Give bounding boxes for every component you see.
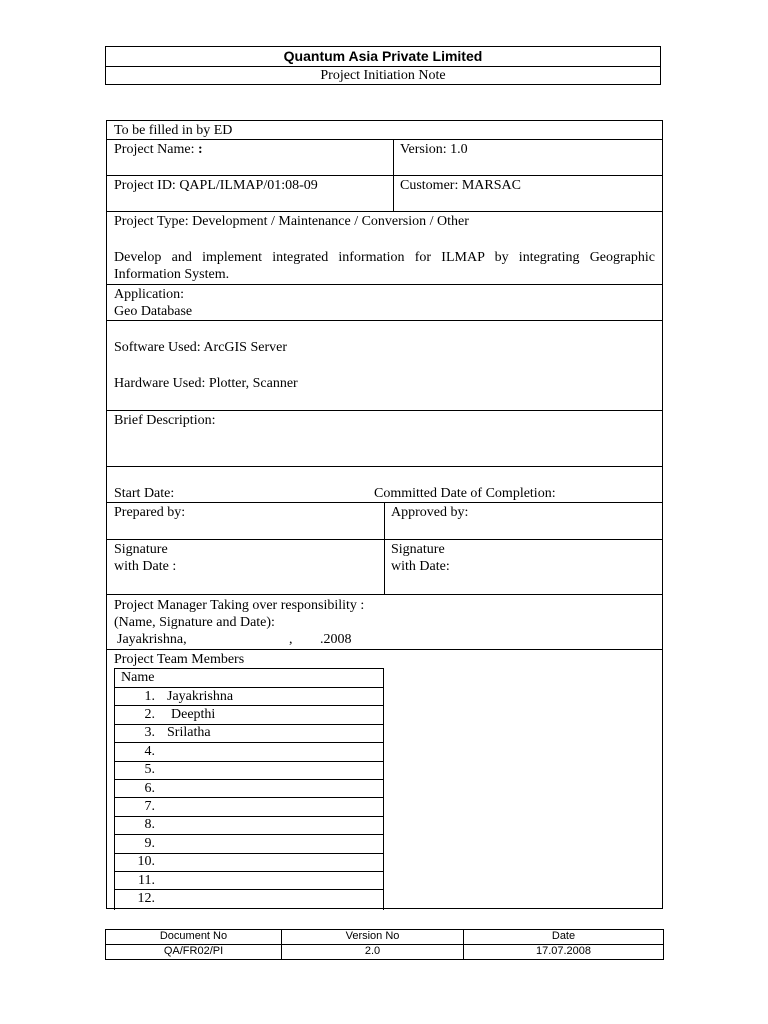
project-form bbox=[106, 120, 663, 909]
footer-header-version-no: Version No bbox=[345, 930, 400, 942]
team-member-number: 7. bbox=[144, 798, 155, 814]
application-value: Geo Database bbox=[114, 304, 193, 319]
team-member-number: 3. bbox=[144, 725, 155, 741]
team-member-row bbox=[115, 688, 383, 706]
pm-line1: Project Manager Taking over responsibility : bbox=[114, 598, 365, 613]
team-member-number: 5. bbox=[144, 762, 155, 778]
signature-left-line1: Signature bbox=[114, 542, 168, 557]
document-header bbox=[105, 46, 661, 85]
team-member-number: 8. bbox=[144, 817, 155, 833]
signature-right-line2: with Date: bbox=[391, 559, 450, 574]
project-type-field: Project Type: Development / Maintenance / Conversion / Other bbox=[114, 214, 469, 229]
pm-name: Jayakrishna, bbox=[117, 632, 187, 647]
team-table bbox=[114, 668, 384, 910]
footer-value-document-no: QA/FR02/PI bbox=[163, 945, 224, 957]
team-member-number: 12. bbox=[137, 890, 155, 906]
team-member-row bbox=[115, 872, 383, 890]
filled-by-label: To be filled in by ED bbox=[114, 123, 233, 138]
software-used: Software Used: ArcGIS Server bbox=[114, 340, 288, 355]
team-member-number: 6. bbox=[144, 780, 155, 796]
footer-header-document-no: Document No bbox=[159, 930, 228, 942]
document-footer bbox=[105, 929, 664, 960]
team-member-number: 2. bbox=[144, 706, 155, 722]
team-member-number: 1. bbox=[144, 688, 155, 704]
footer-value-version-no: 2.0 bbox=[364, 945, 381, 957]
team-member-row bbox=[115, 798, 383, 816]
team-title: Project Team Members bbox=[114, 652, 245, 667]
project-name-value: : bbox=[197, 142, 203, 157]
pm-year: .2008 bbox=[320, 632, 352, 647]
hardware-used: Hardware Used: Plotter, Scanner bbox=[114, 376, 298, 391]
project-name-text: Project Name: bbox=[114, 142, 195, 157]
team-member-row bbox=[115, 853, 383, 871]
team-member-number: 11. bbox=[138, 872, 155, 888]
team-member-row bbox=[115, 706, 383, 724]
customer-field: Customer: MARSAC bbox=[400, 178, 521, 193]
team-member-row bbox=[115, 816, 383, 834]
pm-line2: (Name, Signature and Date): bbox=[114, 615, 275, 630]
team-member-name: Deepthi bbox=[171, 706, 216, 722]
version-field: Version: 1.0 bbox=[400, 142, 468, 157]
project-name-label bbox=[114, 141, 203, 158]
team-member-name: Jayakrishna bbox=[167, 688, 234, 704]
approved-by-label: Approved by: bbox=[391, 505, 469, 520]
signature-right-line1: Signature bbox=[391, 542, 445, 557]
team-member-number: 4. bbox=[144, 743, 155, 759]
team-member-row bbox=[115, 780, 383, 798]
team-member-number: 9. bbox=[144, 835, 155, 851]
start-date-label: Start Date: bbox=[114, 486, 175, 501]
pm-comma: , bbox=[289, 632, 293, 647]
team-member-row bbox=[115, 761, 383, 779]
footer-header-date: Date bbox=[551, 930, 576, 942]
form-title: Project Initiation Note bbox=[320, 68, 446, 83]
team-table-header: Name bbox=[121, 670, 155, 685]
project-id-field: Project ID: QAPL/ILMAP/01:08-09 bbox=[114, 178, 318, 193]
team-member-row bbox=[115, 743, 383, 761]
team-member-row bbox=[115, 890, 383, 908]
company-name: Quantum Asia Private Limited bbox=[283, 48, 483, 64]
brief-description-label: Brief Description: bbox=[114, 413, 216, 428]
signature-left-line2: with Date : bbox=[114, 559, 177, 574]
team-member-name: Srilatha bbox=[167, 725, 211, 741]
team-member-row bbox=[115, 835, 383, 853]
team-member-row bbox=[115, 724, 383, 742]
prepared-by-label: Prepared by: bbox=[114, 505, 186, 520]
team-member-number: 10. bbox=[137, 854, 155, 870]
committed-date-label: Committed Date of Completion: bbox=[374, 486, 556, 501]
project-description: Develop and implement integrated information for ILMAP by integrating Geographic Information System. bbox=[114, 250, 655, 282]
footer-value-date: 17.07.2008 bbox=[535, 945, 592, 957]
application-label: Application: bbox=[114, 287, 184, 302]
